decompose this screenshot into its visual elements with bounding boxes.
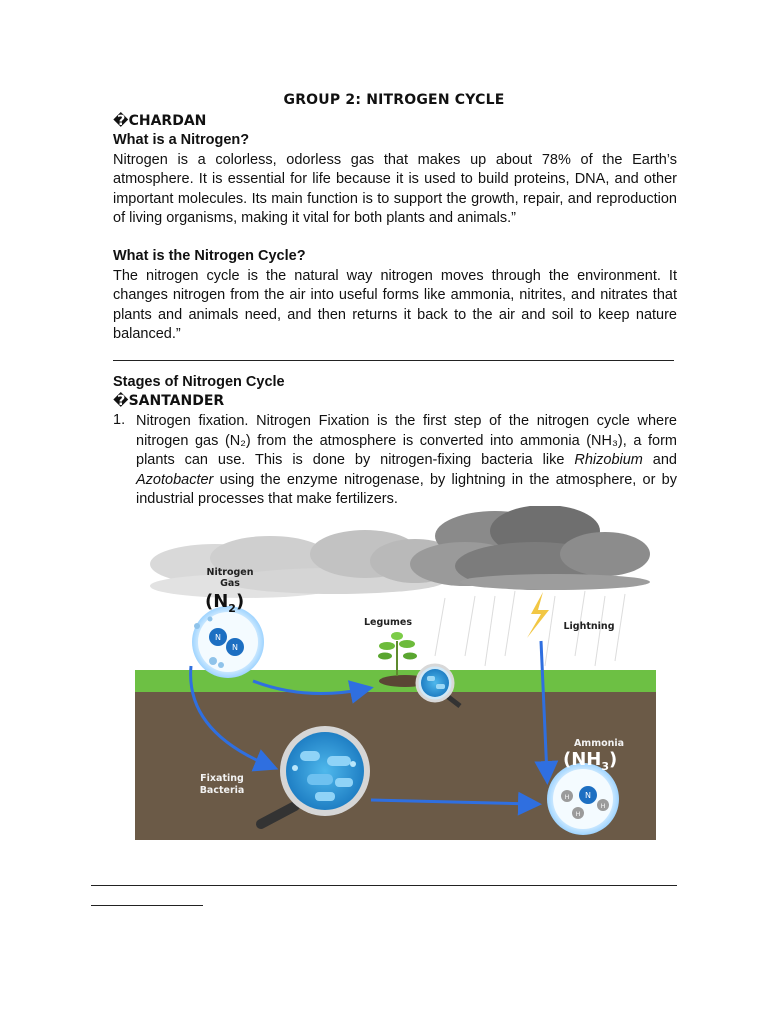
rhizobium-text: Rhizobium: [574, 452, 643, 469]
heading-stages: Stages of Nitrogen Cycle: [113, 374, 285, 390]
bottom-divider-2: [91, 905, 203, 906]
fixating-label-line2: Bacteria: [199, 785, 245, 796]
n2-atom-label-1: N: [215, 633, 221, 642]
nh3-molecule-icon: [547, 763, 619, 835]
document-title: GROUP 2: NITROGEN CYCLE: [283, 92, 505, 108]
fixating-label-line1: Fixating: [200, 773, 244, 784]
nh3-atom-label-n: N: [585, 791, 591, 800]
list-item-number: 1.: [113, 412, 126, 428]
heading-what-is-nitrogen-cycle: What is the Nitrogen Cycle?: [113, 248, 306, 264]
nitrogen-gas-label-line2: Gas: [220, 578, 240, 589]
author-santander: �SANTANDER: [113, 393, 225, 409]
ammonia-label: Ammonia: [573, 738, 625, 749]
nh3-atom-label-h2: H: [600, 803, 606, 810]
paragraph-nitrogen-cycle-definition: The nitrogen cycle is the natural way nitrogen moves through the environment. It changes nitrogen from the air into useful forms like ammonia, nitrites, and nitrates that plants and animals need, and then returns it back to the air and soil to keep nature balanced.”: [113, 268, 677, 342]
paragraph-nitrogen-definition: Nitrogen is a colorless, odorless gas that makes up about 78% of the Earth’s atmosphere. It is essential for life because it is used to build proteins, DNA, and other important molecules. Its main function is to support the growth, repair, and reproduction of living organisms, making it vital for both plants and animals.”: [113, 152, 677, 226]
nh3-formula: $(NH_3)$: [563, 749, 618, 773]
azotobacter-text: Azotobacter: [136, 471, 214, 488]
nitrogen-gas-label-line1: Nitrogen: [206, 567, 254, 578]
fixation-text-part1: Nitrogen fixation. Nitrogen Fixation is the first step of the nitrogen cycle where nitrogen gas (N₂) from the atmosphere is converted into ammonia (NH₃), a form plants can use. This is done by nitrogen-fixing bacteria like: [136, 413, 677, 469]
nitrogen-cycle-diagram: [135, 506, 656, 840]
list-item-nitrogen-fixation: [136, 412, 677, 510]
fixation-text-part2: and: [642, 452, 677, 469]
lightning-label: Lightning: [563, 621, 615, 632]
lightning-bolt-icon: [527, 592, 549, 638]
legumes-label: Legumes: [363, 617, 413, 628]
bottom-divider-1: [91, 885, 677, 886]
author-chardan: �CHARDAN: [113, 113, 207, 129]
nh3-atom-label-h3: H: [575, 811, 581, 818]
n2-atom-label-2: N: [232, 643, 238, 652]
cloud-dark-group: [410, 506, 650, 590]
section-divider: [113, 360, 674, 361]
nh3-atom-label-h1: H: [564, 794, 570, 801]
fixation-text-part3: using the enzyme nitrogenase, by lightning in the atmosphere, or by industrial processes that make fertilizers.: [136, 471, 677, 508]
heading-what-is-nitrogen: What is a Nitrogen?: [113, 132, 250, 148]
n2-formula: $(N_2)$: [205, 591, 245, 615]
n2-molecule-icon: [192, 606, 264, 678]
